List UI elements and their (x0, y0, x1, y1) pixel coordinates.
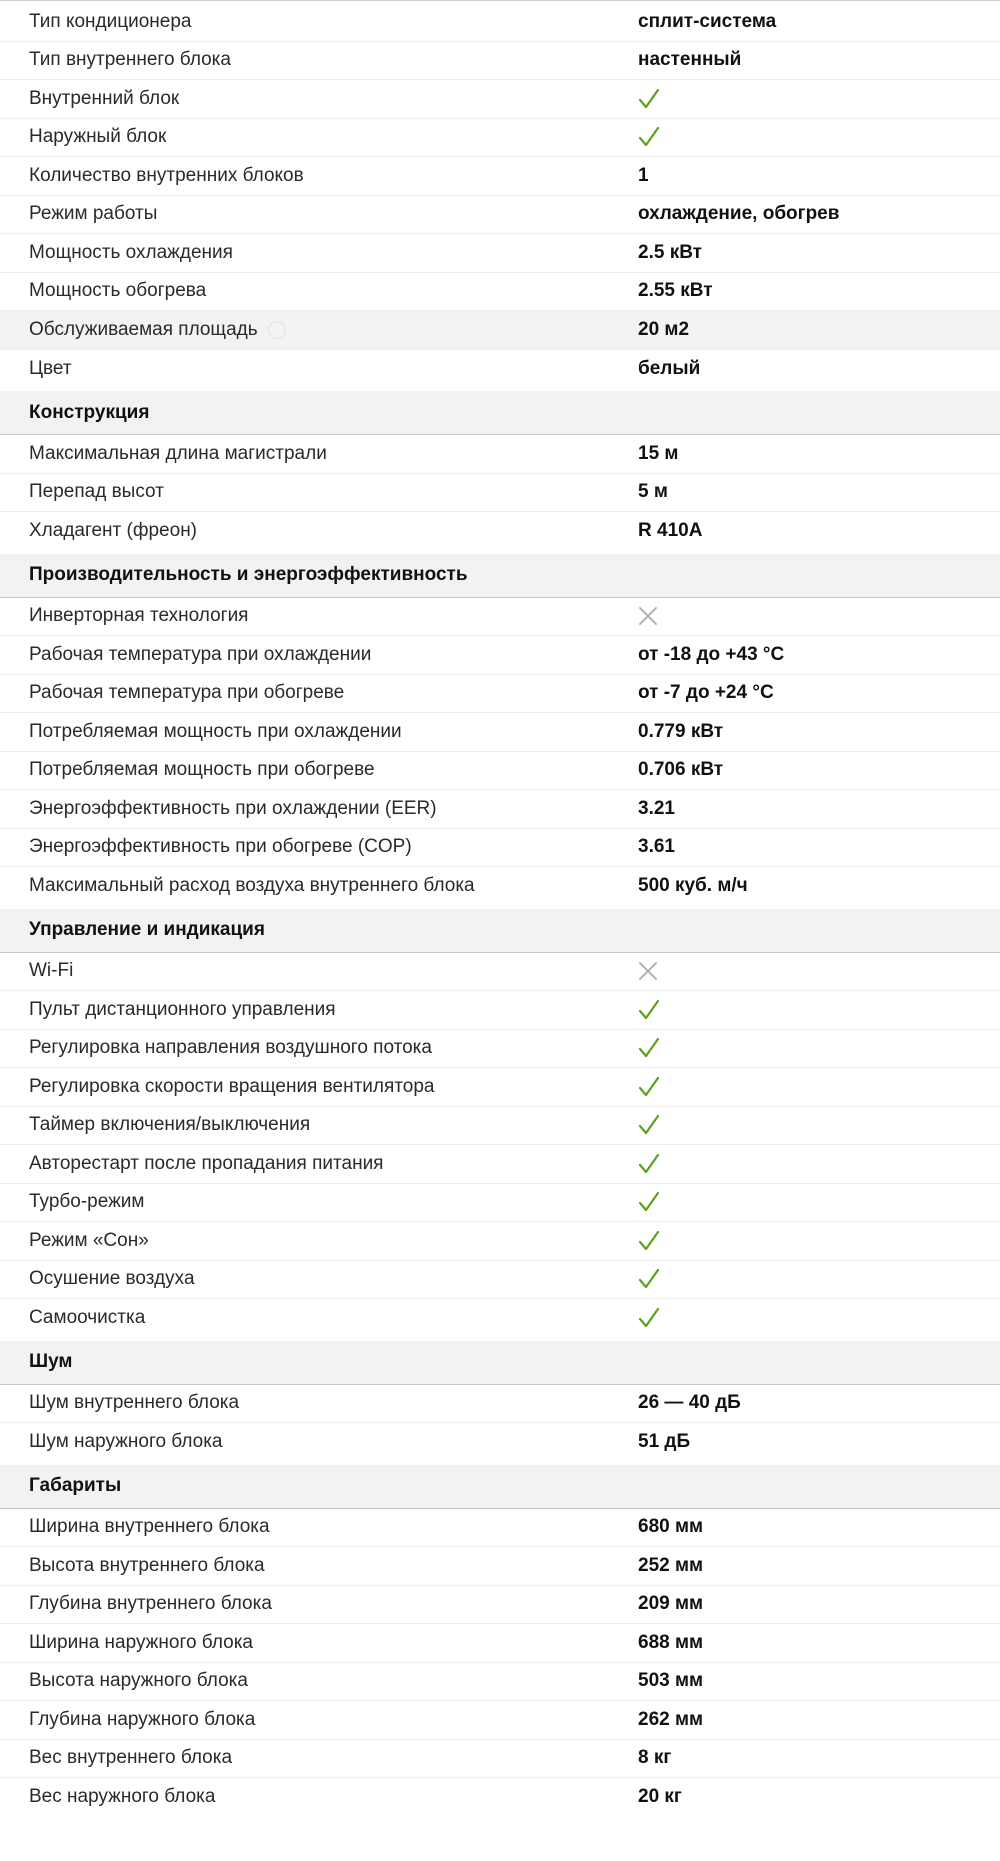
check-icon (638, 1037, 660, 1059)
spec-row (0, 1701, 1000, 1740)
spec-name (0, 481, 638, 503)
check-icon (638, 1114, 660, 1136)
spec-row (0, 1663, 1000, 1702)
spec-row (0, 675, 1000, 714)
spec-name-label: Высота внутреннего блока (29, 1554, 265, 1576)
spec-name (0, 605, 638, 627)
spec-name-label: Глубина наружного блока (29, 1708, 256, 1730)
spec-name (0, 1431, 638, 1453)
spec-name (0, 1392, 638, 1414)
spec-name-label: Рабочая температура при охлаждении (29, 643, 372, 665)
spec-name (0, 88, 638, 110)
spec-row (0, 1586, 1000, 1625)
spec-name (0, 721, 638, 743)
spec-name-label: Энергоэффективность при охлаждении (EER) (29, 797, 437, 819)
spec-name-label: Ширина наружного блока (29, 1631, 253, 1653)
spec-value: 3.61 (638, 836, 675, 858)
spec-value (638, 1268, 660, 1290)
spec-row (0, 1299, 1000, 1338)
spec-row (0, 3, 1000, 42)
section-header-4: Шум (0, 1341, 1000, 1385)
spec-value: 20 м2 (638, 318, 690, 340)
spec-value (638, 1307, 660, 1329)
spec-name (0, 443, 638, 465)
spec-row (0, 598, 1000, 637)
spec-row (0, 1145, 1000, 1184)
spec-value (638, 1230, 660, 1252)
spec-row (0, 991, 1000, 1030)
spec-name (0, 242, 638, 264)
spec-name (0, 1307, 638, 1329)
spec-row (0, 636, 1000, 675)
spec-name (0, 1516, 638, 1538)
spec-value: 680 мм (638, 1516, 704, 1538)
spec-row (0, 752, 1000, 791)
spec-name-label: Перепад высот (29, 481, 164, 503)
spec-name (0, 999, 638, 1021)
spec-name (0, 319, 638, 341)
check-icon (638, 1230, 660, 1252)
spec-name (0, 1555, 638, 1577)
spec-value: 262 мм (638, 1708, 704, 1730)
spec-value: 209 мм (638, 1593, 704, 1615)
spec-row (0, 1547, 1000, 1586)
spec-value: 15 м (638, 442, 679, 464)
spec-name-label: Вес наружного блока (29, 1786, 216, 1808)
spec-name-label: Наружный блок (29, 126, 167, 148)
spec-name (0, 358, 638, 380)
spec-name-label: Мощность охлаждения (29, 241, 233, 263)
spec-row (0, 350, 1000, 389)
spec-name-label: Режим «Сон» (29, 1229, 149, 1251)
spec-value: 8 кг (638, 1747, 672, 1769)
spec-value: от -18 до +43 °C (638, 643, 785, 665)
spec-row (0, 234, 1000, 273)
spec-name-label: Таймер включения/выключения (29, 1114, 311, 1136)
spec-name-label: Режим работы (29, 203, 158, 225)
spec-value (638, 1114, 660, 1136)
spec-name (0, 1709, 638, 1731)
spec-value: охлаждение, обогрев (638, 203, 840, 225)
spec-name-label: Wi-Fi (29, 960, 74, 982)
spec-name-label: Хладагент (фреон) (29, 520, 198, 542)
spec-name-label: Количество внутренних блоков (29, 164, 304, 186)
spec-row (0, 1030, 1000, 1069)
spec-row (0, 1423, 1000, 1462)
spec-name-label: Вес внутреннего блока (29, 1747, 233, 1769)
spec-name (0, 1747, 638, 1769)
spec-row (0, 1385, 1000, 1424)
spec-row (0, 273, 1000, 312)
spec-value (638, 1076, 660, 1098)
spec-name (0, 1191, 638, 1213)
spec-name (0, 1037, 638, 1059)
spec-name (0, 960, 638, 982)
spec-value: R 410A (638, 520, 703, 542)
spec-row (0, 1068, 1000, 1107)
spec-row (0, 512, 1000, 551)
spec-value: 5 м (638, 481, 668, 503)
spec-row (0, 1740, 1000, 1779)
spec-value: 2.5 кВт (638, 241, 702, 263)
spec-value: 20 кг (638, 1786, 682, 1808)
spec-name-label: Потребляемая мощность при охлаждении (29, 720, 402, 742)
spec-value: 3.21 (638, 797, 675, 819)
spec-name-label: Глубина внутреннего блока (29, 1593, 272, 1615)
check-icon (638, 1076, 660, 1098)
check-icon (638, 1268, 660, 1290)
cross-icon (638, 606, 658, 626)
spec-row (0, 1107, 1000, 1146)
spec-name (0, 836, 638, 858)
spec-name (0, 1670, 638, 1692)
spec-name-label: Осушение воздуха (29, 1268, 195, 1290)
spec-name-label: Потребляемая мощность при обогреве (29, 759, 375, 781)
spec-name (0, 126, 638, 148)
cross-icon (638, 961, 658, 981)
spec-name (0, 1786, 638, 1808)
spec-name (0, 875, 638, 897)
spec-row (0, 867, 1000, 906)
spec-name-label: Рабочая температура при обогреве (29, 682, 345, 704)
spec-value (638, 1191, 660, 1213)
spec-value: от -7 до +24 °C (638, 682, 774, 704)
spec-value: сплит-система (638, 10, 777, 32)
spec-name-label: Внутренний блок (29, 87, 180, 109)
spec-name-label: Мощность обогрева (29, 280, 207, 302)
spec-value (638, 1153, 660, 1175)
spec-value: 0.706 кВт (638, 759, 724, 781)
spec-row (0, 119, 1000, 158)
spec-name-label: Тип кондиционера (29, 10, 192, 32)
spec-value: 688 мм (638, 1631, 704, 1653)
spec-row (0, 953, 1000, 992)
spec-name-label: Высота наружного блока (29, 1670, 248, 1692)
spec-name (0, 644, 638, 666)
spec-row (0, 80, 1000, 119)
spec-row (0, 1509, 1000, 1548)
spec-name (0, 49, 638, 71)
spec-name-label: Тип внутреннего блока (29, 49, 231, 71)
spec-value (638, 606, 658, 626)
spec-name (0, 759, 638, 781)
section-header-1: Конструкция (0, 391, 1000, 435)
spec-name (0, 1076, 638, 1098)
spec-name-label: Пульт дистанционного управления (29, 998, 336, 1020)
spec-name-label: Самоочистка (29, 1307, 146, 1329)
spec-name-label: Шум внутреннего блока (29, 1392, 240, 1414)
spec-name (0, 203, 638, 225)
spec-name-label: Регулировка направления воздушного потока (29, 1037, 432, 1059)
spec-row (0, 1624, 1000, 1663)
spec-value: белый (638, 357, 701, 379)
spec-name-label: Обслуживаемая площадь (29, 318, 258, 340)
spec-row (0, 1778, 1000, 1817)
spec-name-label: Регулировка скорости вращения вентилятора (29, 1075, 435, 1097)
spec-name (0, 1593, 638, 1615)
spec-value: 2.55 кВт (638, 280, 713, 302)
spec-name-label: Максимальная длина магистрали (29, 442, 327, 464)
spec-row (0, 311, 1000, 350)
spec-row (0, 157, 1000, 196)
spec-name (0, 798, 638, 820)
spec-name-label: Турбо-режим (29, 1191, 145, 1213)
spec-row (0, 196, 1000, 235)
check-icon (638, 126, 660, 148)
spec-name-label: Максимальный расход воздуха внутреннего блока (29, 875, 475, 897)
spec-row (0, 435, 1000, 474)
section-header-5: Габариты (0, 1465, 1000, 1509)
spec-name (0, 11, 638, 33)
spec-name (0, 1153, 638, 1175)
section-header-3: Управление и индикация (0, 909, 1000, 953)
spec-row (0, 42, 1000, 81)
spec-name (0, 682, 638, 704)
spec-row (0, 790, 1000, 829)
spec-name-label: Инверторная технология (29, 605, 249, 627)
spec-value: 503 мм (638, 1670, 704, 1692)
spec-value: 26 — 40 дБ (638, 1392, 741, 1414)
spec-row (0, 713, 1000, 752)
spec-row (0, 1184, 1000, 1223)
spec-name (0, 1230, 638, 1252)
section-header-2: Производительность и энергоэффективность (0, 554, 1000, 598)
info-icon[interactable] (268, 321, 286, 339)
check-icon (638, 88, 660, 110)
spec-row (0, 474, 1000, 513)
spec-name-label: Цвет (29, 357, 72, 379)
spec-value (638, 88, 660, 110)
check-icon (638, 1153, 660, 1175)
spec-value: 51 дБ (638, 1431, 691, 1453)
spec-name (0, 520, 638, 542)
spec-value: 1 (638, 164, 649, 186)
spec-name-label: Ширина внутреннего блока (29, 1516, 270, 1538)
spec-row (0, 829, 1000, 868)
spec-row (0, 1222, 1000, 1261)
spec-name-label: Энергоэффективность при обогреве (COP) (29, 836, 412, 858)
spec-value (638, 961, 658, 981)
spec-value: 0.779 кВт (638, 720, 724, 742)
spec-value (638, 126, 660, 148)
check-icon (638, 1307, 660, 1329)
spec-row (0, 1261, 1000, 1300)
spec-name (0, 165, 638, 187)
spec-value: настенный (638, 49, 742, 71)
spec-name-label: Авторестарт после пропадания питания (29, 1152, 384, 1174)
check-icon (638, 1191, 660, 1213)
spec-name (0, 1632, 638, 1654)
spec-value: 500 куб. м/ч (638, 875, 748, 897)
spec-name (0, 1268, 638, 1290)
spec-name (0, 280, 638, 302)
spec-value: 252 мм (638, 1554, 704, 1576)
spec-value (638, 999, 660, 1021)
spec-name (0, 1114, 638, 1136)
spec-value (638, 1037, 660, 1059)
check-icon (638, 999, 660, 1021)
spec-name-label: Шум наружного блока (29, 1431, 223, 1453)
